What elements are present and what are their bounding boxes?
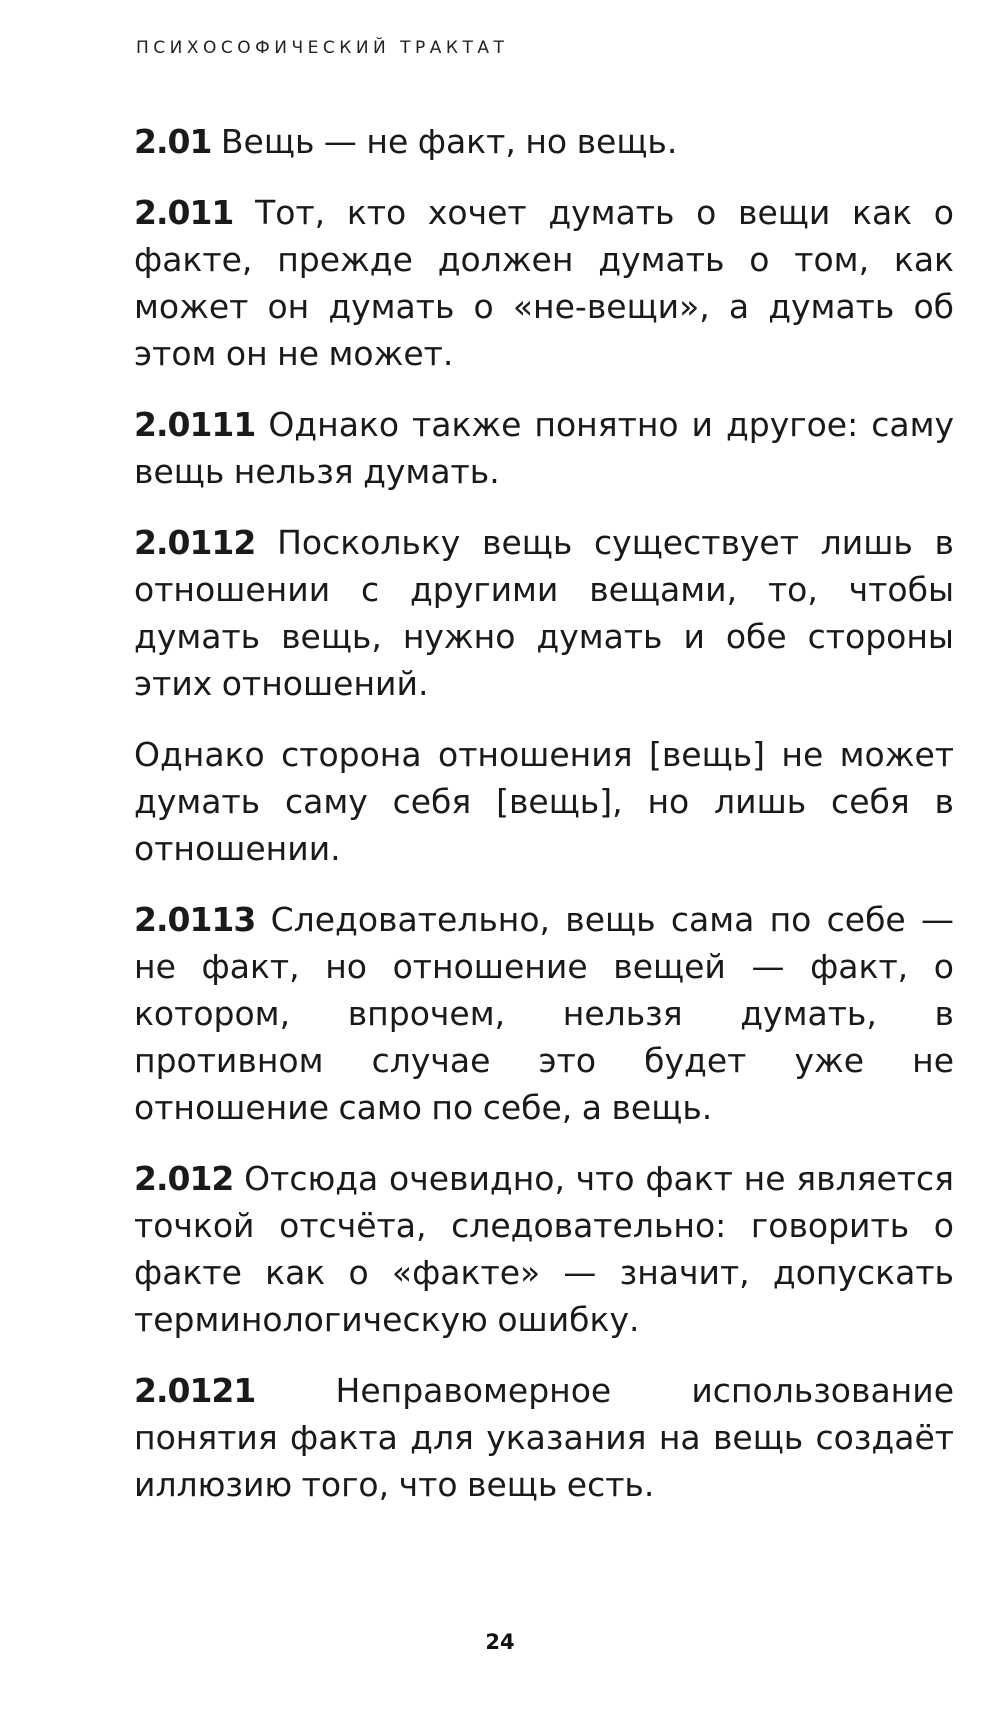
page-number: 24 [485,1630,515,1654]
paragraph-2-0111 [134,401,954,495]
paragraph-text: Отсюда очевидно, что факт не является точкой отсчёта, следовательно: говорить о факте как о «факте» — значит, допускать терминологическую ошибку. [134,1159,954,1339]
body-text [134,118,954,1532]
paragraph-text: Вещь — не факт, но вещь. [220,122,678,161]
running-header: ПСИХОСОФИЧЕСКИЙ ТРАКТАТ [136,38,509,58]
paragraph-text: Неправомерное использование понятия факта для указания на вещь создаёт иллюзию того, что вещь есть. [134,1371,954,1504]
paragraph-unnumbered [134,731,954,872]
paragraph-2-0121 [134,1367,954,1508]
paragraph-text: Однако также понятно и другое: саму вещь нельзя думать. [134,405,954,491]
paragraph-2-011 [134,189,954,377]
paragraph-number: 2.0121 [134,1371,256,1410]
paragraph-text: Следовательно, вещь сама по себе — не факт, но отношение вещей — факт, о котором, впрочем, нельзя думать, в противном случае это будет уже не отношение само по себе, а вещь. [134,900,954,1127]
paragraph-number: 2.0111 [134,405,256,444]
paragraph-text: Тот, кто хочет думать о вещи как о факте, прежде должен думать о том, как может он думать о «не-вещи», а думать об этом он не может. [134,193,954,373]
paragraph-text: Поскольку вещь существует лишь в отношении с другими вещами, то, чтобы думать вещь, нужно думать и обе стороны этих отношений. [134,523,955,703]
paragraph-number: 2.01 [134,122,212,161]
paragraph-number: 2.0113 [134,900,256,939]
paragraph-number: 2.011 [134,193,234,232]
paragraph-2-0113 [134,896,954,1131]
paragraph-2-0112 [134,519,954,707]
paragraph-number: 2.012 [134,1159,234,1198]
paragraph-2-01 [134,118,954,165]
paragraph-number: 2.0112 [134,523,256,562]
paragraph-text: Однако сторона отношения [вещь] не может думать саму себя [вещь], но лишь себя в отношении. [134,735,954,868]
paragraph-2-012 [134,1155,954,1343]
